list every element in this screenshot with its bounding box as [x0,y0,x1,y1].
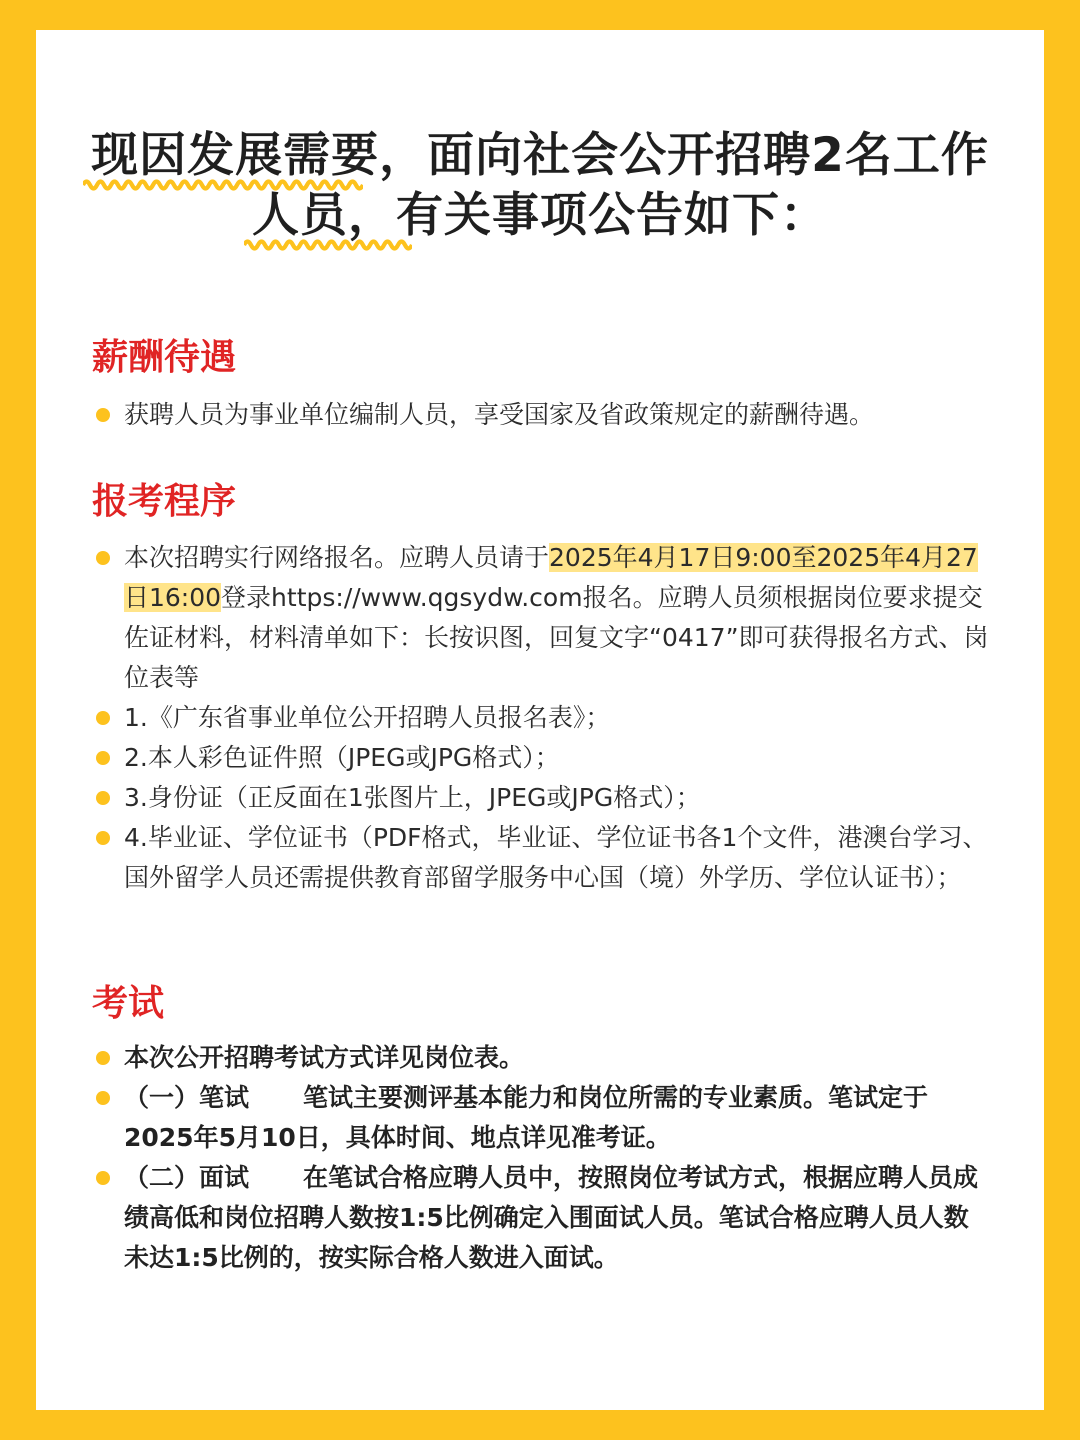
title-line-1 [36,126,1044,186]
written-exam-text: 笔试主要测评基本能力和岗位所需的专业素质。笔试定于2025年5月10日，具体时间、地点详见准考证。 [124,1083,929,1152]
bullet-dot [96,408,110,422]
list-item-text: 1.《广东省事业单位公开招聘人员报名表》； [124,703,611,732]
list-item [92,1158,992,1278]
list-item-text: 本次公开招聘考试方式详见岗位表。 [124,1043,525,1072]
title-line-1-text: 现因发展需要，面向社会公开招聘2名工作 [91,128,989,183]
list-item-text: 3.身份证（正反面在1张图片上，JPEG或JPG格式）； [124,783,701,812]
section-heading-procedure: 报考程序 [92,481,237,522]
bullet-dot [96,831,110,845]
title-line-2-text: 人员，有关事项公告如下： [252,188,828,243]
procedure-intro-text: 本次招聘实行网络报名。应聘人员请于 [124,543,550,572]
list-item [92,778,992,818]
salary-list [92,395,992,435]
section-heading-exam: 考试 [92,983,165,1024]
procedure-intro-text-cont: 登录https://www.qgsydw.com报名。应聘人员须根据岗位要求提交佐证材料，材料清单如下：长按识图，回复文字“0417”即可获得报名方式、岗位表等 [124,583,989,692]
bullet-dot [96,711,110,725]
bullet-dot [96,1051,110,1065]
bullet-dot [96,791,110,805]
title-line-2 [36,186,1044,246]
list-item [92,818,992,898]
bullet-dot [96,1171,110,1185]
list-item-text: 2.本人彩色证件照（JPEG或JPG格式）； [124,743,560,772]
list-item [92,1078,992,1158]
list-item [92,538,992,698]
bullet-dot [96,1091,110,1105]
bullet-dot [96,551,110,565]
section-heading-salary: 薪酬待遇 [92,337,237,378]
list-item-text: 获聘人员为事业单位编制人员，享受国家及省政策规定的薪酬待遇。 [124,400,875,429]
wavy-underline-2 [244,238,412,252]
interview-text: 在笔试合格应聘人员中，按照岗位考试方式，根据应聘人员成绩高低和岗位招聘人数按1:5比例确定入围面试人员。笔试合格应聘人员人数未达1:5比例的，按实际合格人数进入面试。 [124,1163,979,1272]
bullet-dot [96,751,110,765]
announcement-card [36,30,1044,1410]
exam-list [92,1038,992,1278]
list-item [92,1038,992,1078]
interview-label: （二）面试 [124,1163,250,1192]
list-item [92,395,992,435]
registration-period-highlight: 2025年4月17日9:00至2025年4月27日16:00 [124,543,978,612]
list-item [92,738,992,778]
list-item [92,698,992,738]
list-item-text: 4.毕业证、学位证书（PDF格式，毕业证、学位证书各1个文件，港澳台学习、国外留学人员还需提供教育部留学服务中心国（境）外学历、学位认证书）； [124,823,988,892]
procedure-list [92,538,992,898]
page-title [36,126,1044,246]
written-exam-label: （一）笔试 [124,1083,250,1112]
